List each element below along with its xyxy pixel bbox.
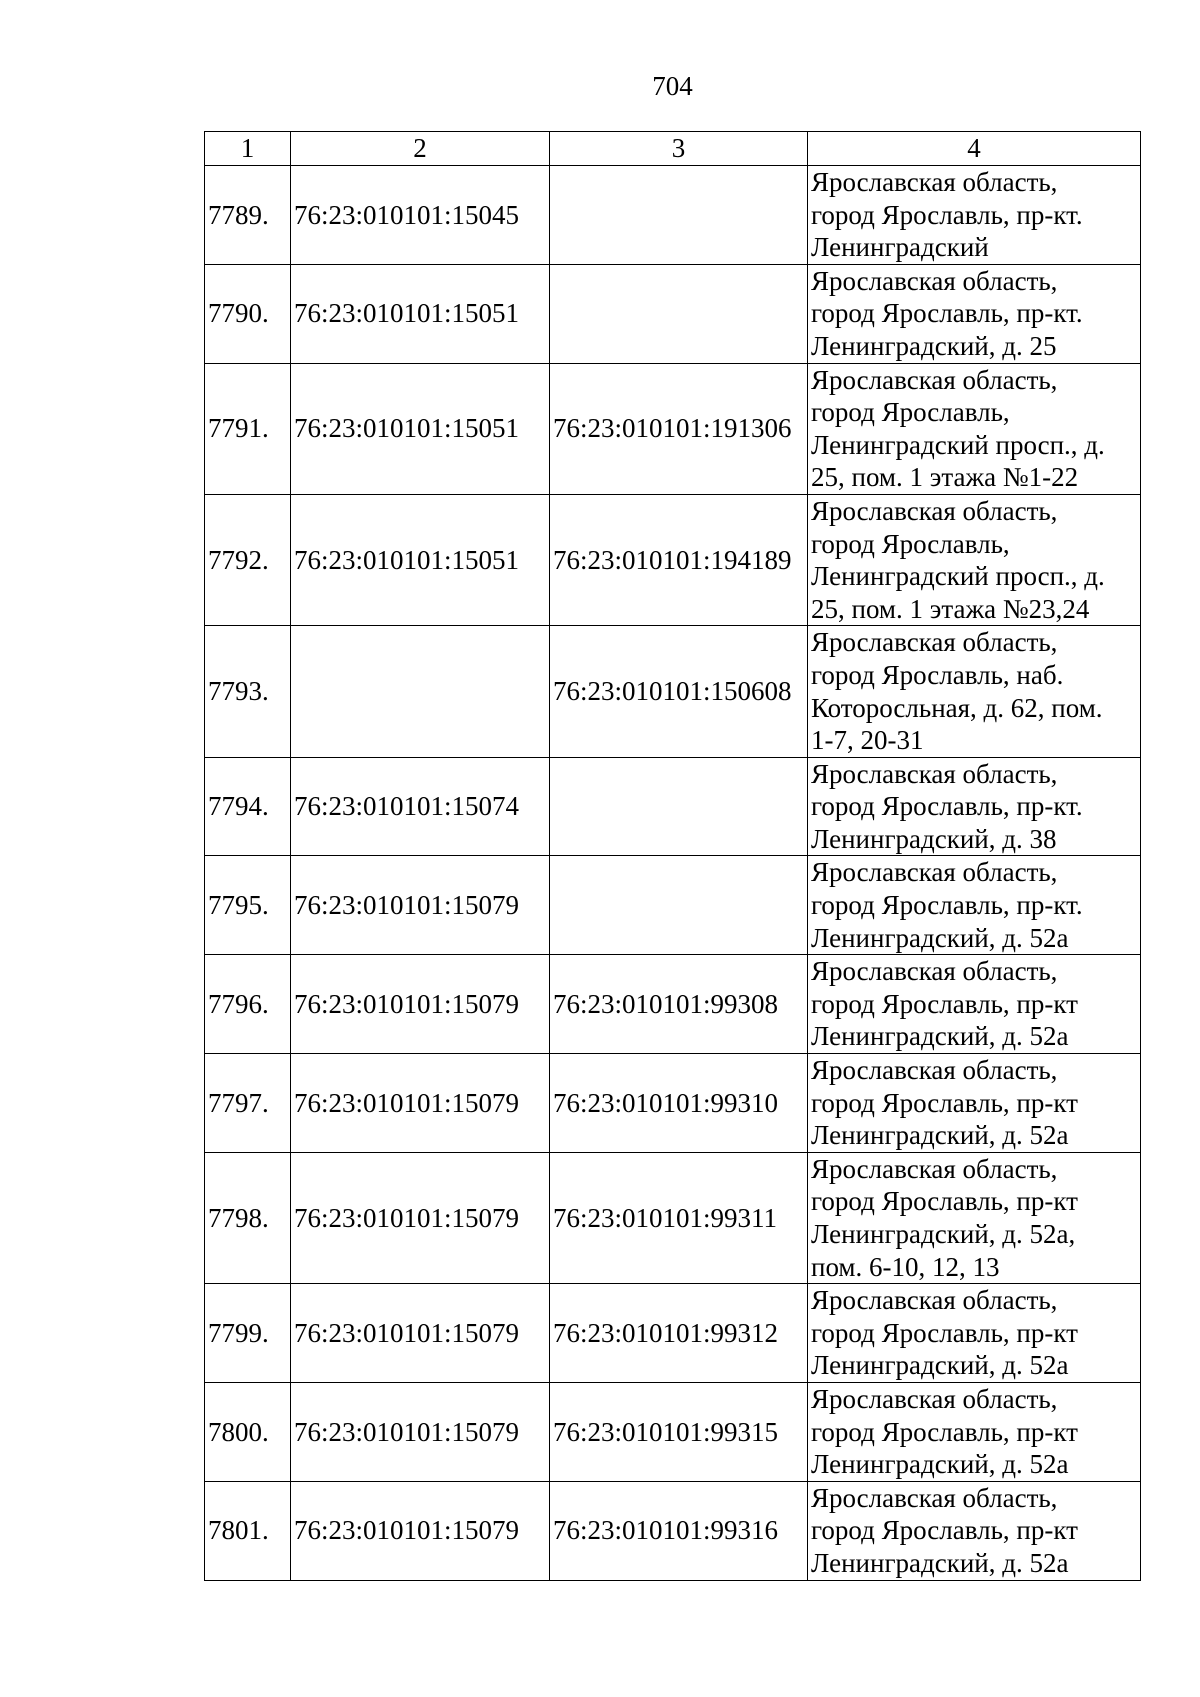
address-line: город Ярославль, [811, 397, 1010, 428]
row-number-cell: 7790. [205, 264, 291, 363]
cadastral-number-cell: 76:23:010101:15079 [291, 1481, 550, 1580]
address-line: Ленинградский, д. 52а, [811, 1219, 1076, 1249]
address-line: Ярославская область, [811, 1383, 1058, 1414]
sub-cadastral-number-cell [550, 264, 808, 363]
table-row [205, 1481, 1141, 1580]
row-number-cell: 7795. [205, 856, 291, 955]
address-line: Ленинградский, д. 52а [811, 1547, 1069, 1578]
sub-cadastral-number-cell: 76:23:010101:99316 [550, 1481, 808, 1580]
address-line: город Ярославль, пр-кт. [811, 890, 1083, 921]
address-cell [808, 626, 1141, 757]
table-body [205, 166, 1141, 1581]
address-line: город Ярославль, пр-кт. [811, 791, 1083, 822]
address-line: Ярославская область, [811, 956, 1058, 987]
address-line: город Ярославль, наб. [811, 659, 1064, 690]
table-header-row [205, 132, 1141, 166]
address-line: Ярославская область, [811, 1285, 1058, 1316]
address-line: Ленинградский [811, 232, 989, 263]
table-row [205, 1152, 1141, 1283]
address-cell [808, 1152, 1141, 1283]
address-cell [808, 1284, 1141, 1383]
address-line: Ленинградский просп., д. [811, 429, 1105, 460]
row-number-cell: 7799. [205, 1284, 291, 1383]
row-number-cell: 7791. [205, 363, 291, 494]
address-line: Ярославская область, [811, 627, 1058, 658]
address-line: Ярославская область, [811, 1055, 1058, 1086]
row-number-cell: 7797. [205, 1054, 291, 1153]
sub-cadastral-number-cell: 76:23:010101:99315 [550, 1382, 808, 1481]
address-line: Ярославская область, [811, 857, 1058, 888]
table-row [205, 757, 1141, 856]
address-cell [808, 955, 1141, 1054]
table-row [205, 1284, 1141, 1383]
cadastral-number-cell: 76:23:010101:15051 [291, 363, 550, 494]
registry-table [204, 131, 1141, 1581]
table-row [205, 494, 1141, 625]
address-line: 25, пом. 1 этажа №23,24 [811, 593, 1090, 624]
sub-cadastral-number-cell: 76:23:010101:99308 [550, 955, 808, 1054]
address-line: Ярославская область, [811, 495, 1058, 526]
sub-cadastral-number-cell [550, 856, 808, 955]
address-line: город Ярославль, пр-кт [811, 1416, 1078, 1447]
row-number-cell: 7796. [205, 955, 291, 1054]
address-line: Ленинградский, д. 25 [811, 330, 1057, 361]
address-line: город Ярославль, пр-кт [811, 1186, 1078, 1217]
column-header-2: 2 [291, 132, 550, 166]
row-number-cell: 7800. [205, 1382, 291, 1481]
address-line: Ленинградский, д. 52а [811, 1350, 1069, 1381]
address-cell [808, 166, 1141, 265]
cadastral-number-cell: 76:23:010101:15079 [291, 1152, 550, 1283]
column-header-1: 1 [205, 132, 291, 166]
address-cell [808, 1382, 1141, 1481]
address-line: Ленинградский, д. 52а [811, 1449, 1069, 1480]
address-line: Ярославская область, [811, 364, 1058, 395]
cadastral-number-cell: 76:23:010101:15074 [291, 757, 550, 856]
sub-cadastral-number-cell: 76:23:010101:99312 [550, 1284, 808, 1383]
address-line: Ярославская область, [811, 265, 1058, 296]
cadastral-number-cell: 76:23:010101:15079 [291, 1284, 550, 1383]
address-line: город Ярославль, пр-кт [811, 1515, 1078, 1546]
address-line: город Ярославль, пр-кт [811, 988, 1078, 1019]
cadastral-number-cell: 76:23:010101:15051 [291, 494, 550, 625]
sub-cadastral-number-cell: 76:23:010101:99311 [550, 1152, 808, 1283]
cadastral-number-cell: 76:23:010101:15051 [291, 264, 550, 363]
table-row [205, 363, 1141, 494]
address-line: Ленинградский, д. 38 [811, 823, 1057, 854]
sub-cadastral-number-cell: 76:23:010101:99310 [550, 1054, 808, 1153]
address-cell [808, 494, 1141, 625]
table-row [205, 856, 1141, 955]
address-line: город Ярославль, пр-кт. [811, 199, 1083, 230]
sub-cadastral-number-cell: 76:23:010101:194189 [550, 494, 808, 625]
sub-cadastral-number-cell: 76:23:010101:150608 [550, 626, 808, 757]
address-line: Ленинградский, д. 52а [811, 1120, 1069, 1151]
cadastral-number-cell: 76:23:010101:15045 [291, 166, 550, 265]
address-cell [808, 363, 1141, 494]
row-number-cell: 7793. [205, 626, 291, 757]
address-line: город Ярославль, пр-кт [811, 1317, 1078, 1348]
address-line: Ярославская область, [811, 167, 1058, 197]
address-line: город Ярославль, пр-кт. [811, 298, 1083, 329]
address-line: Ленинградский, д. 52а [811, 1021, 1069, 1052]
address-line: Ярославская область, [811, 1153, 1058, 1184]
table-row [205, 626, 1141, 757]
row-number-cell: 7789. [205, 166, 291, 265]
cadastral-number-cell: 76:23:010101:15079 [291, 1382, 550, 1481]
table-row [205, 1382, 1141, 1481]
table-row [205, 264, 1141, 363]
page-number: 704 [652, 71, 693, 101]
row-number-cell: 7798. [205, 1152, 291, 1283]
address-line: Ярославская область, [811, 1482, 1058, 1513]
address-line: город Ярославль, пр-кт [811, 1087, 1078, 1118]
table-row [205, 1054, 1141, 1153]
address-cell [808, 757, 1141, 856]
row-number-cell: 7792. [205, 494, 291, 625]
row-number-cell: 7801. [205, 1481, 291, 1580]
address-cell [808, 856, 1141, 955]
address-line: Ленинградский просп., д. [811, 561, 1105, 592]
cadastral-number-cell: 76:23:010101:15079 [291, 955, 550, 1054]
column-header-3: 3 [550, 132, 808, 166]
address-cell [808, 264, 1141, 363]
address-line: Которосльная, д. 62, пом. [811, 692, 1103, 723]
address-cell [808, 1481, 1141, 1580]
cadastral-number-cell: 76:23:010101:15079 [291, 1054, 550, 1153]
sub-cadastral-number-cell [550, 757, 808, 856]
address-cell [808, 1054, 1141, 1153]
row-number-cell: 7794. [205, 757, 291, 856]
sub-cadastral-number-cell: 76:23:010101:191306 [550, 363, 808, 494]
cadastral-number-cell: 76:23:010101:15079 [291, 856, 550, 955]
address-line: Ярославская область, [811, 758, 1058, 789]
address-line: пом. 6-10, 12, 13 [811, 1251, 1000, 1282]
table-row [205, 166, 1141, 265]
sub-cadastral-number-cell [550, 166, 808, 265]
address-line: 1-7, 20-31 [811, 725, 924, 756]
table-row [205, 955, 1141, 1054]
address-line: город Ярославль, [811, 528, 1010, 559]
address-line: Ленинградский, д. 52а [811, 922, 1069, 953]
cadastral-number-cell [291, 626, 550, 757]
column-header-4: 4 [808, 132, 1141, 166]
address-line: 25, пом. 1 этажа №1-22 [811, 462, 1079, 493]
